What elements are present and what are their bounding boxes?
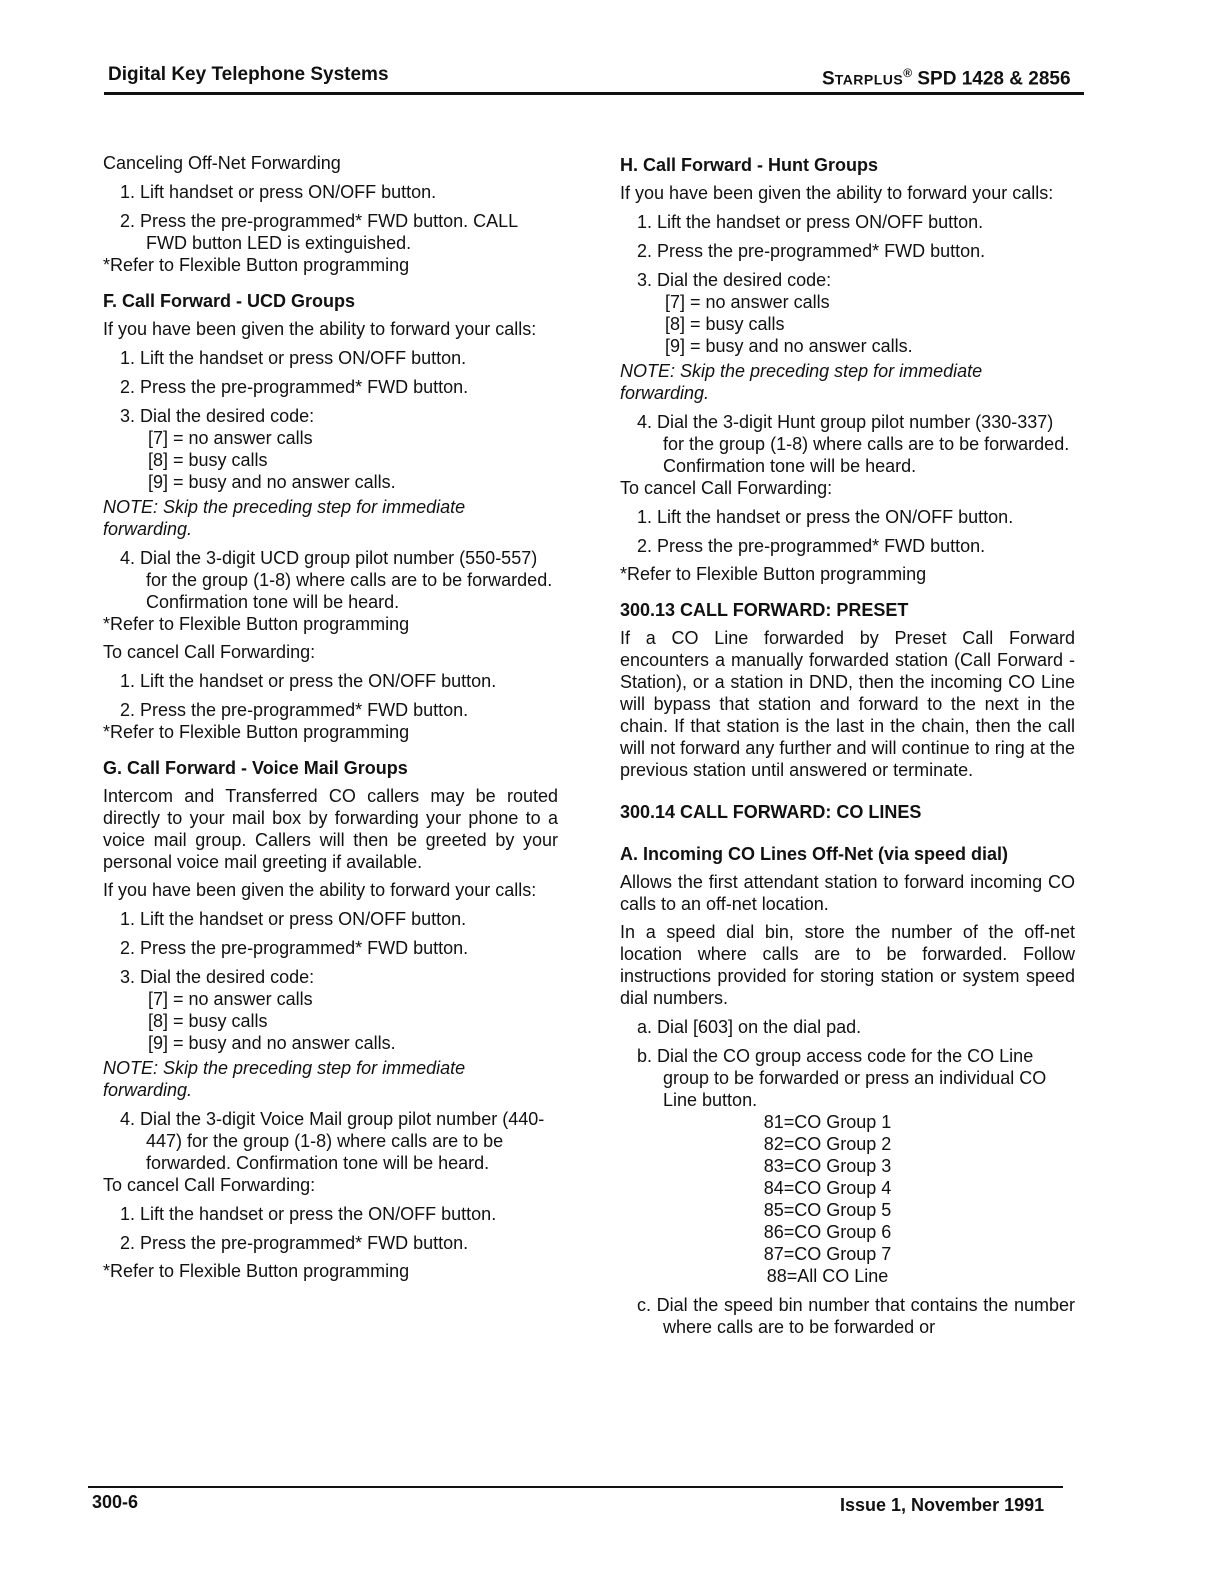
section-a-title: A. Incoming CO Lines Off-Net (via speed dial) <box>620 844 1009 864</box>
section-g-cancel-step-2: 2. Press the pre-programmed* FWD button. <box>120 1233 469 1253</box>
section-f-code-7: [7] = no answer calls <box>148 428 313 448</box>
section-f-step-2: 2. Press the pre-programmed* FWD button. <box>120 377 469 397</box>
section-h-cancel-ref: *Refer to Flexible Button programming <box>620 564 927 584</box>
section-h-code-9: [9] = busy and no answer calls. <box>665 336 913 356</box>
co-group-item: 82=CO Group 2 <box>763 1134 892 1154</box>
section-g-code-8: [8] = busy calls <box>148 1011 268 1031</box>
section-h-title: H. Call Forward - Hunt Groups <box>620 155 879 175</box>
co-group-item: 84=CO Group 4 <box>763 1178 892 1198</box>
header-rule <box>104 92 1084 95</box>
section-g-code-9: [9] = busy and no answer calls. <box>148 1033 396 1053</box>
co-group-list <box>620 1111 1075 1287</box>
section-a-step-a: a. Dial [603] on the dial pad. <box>637 1017 862 1037</box>
registered-mark: ® <box>903 66 913 80</box>
section-f-code-9: [9] = busy and no answer calls. <box>148 472 396 492</box>
section-f-title: F. Call Forward - UCD Groups <box>103 291 356 311</box>
cancel-offnet-ref: *Refer to Flexible Button programming <box>103 255 410 275</box>
section-h-step-1: 1. Lift the handset or press ON/OFF button. <box>637 212 984 232</box>
section-h-cancel-step-1: 1. Lift the handset or press the ON/OFF button. <box>637 507 1014 527</box>
header-product <box>822 66 1071 90</box>
right-column <box>620 146 1075 1338</box>
header-title: Digital Key Telephone Systems <box>108 64 389 85</box>
section-h-intro: If you have been given the ability to forward your calls: <box>620 183 1054 203</box>
section-g-cancel-step-1: 1. Lift the handset or press the ON/OFF button. <box>120 1204 497 1224</box>
section-g-code-7: [7] = no answer calls <box>148 989 313 1009</box>
co-group-item: 85=CO Group 5 <box>763 1200 892 1220</box>
section-g-intro-2: If you have been given the ability to forward your calls: <box>103 880 537 900</box>
co-group-item: 86=CO Group 6 <box>763 1222 892 1242</box>
footer-rule <box>88 1486 1063 1488</box>
co-group-item: 83=CO Group 3 <box>763 1156 892 1176</box>
section-f-step-1: 1. Lift the handset or press ON/OFF button. <box>120 348 467 368</box>
issue-date: Issue 1, November 1991 <box>840 1495 1045 1515</box>
section-f-cancel: To cancel Call Forwarding: <box>103 642 316 662</box>
cancel-offnet-title: Canceling Off-Net Forwarding <box>103 153 341 173</box>
section-h-step-4: 4. Dial the 3-digit Hunt group pilot number (330-337) for the group (1-8) where calls are to be forwarded. Confirmation tone will be heard. <box>637 412 1070 476</box>
section-h-code-8: [8] = busy calls <box>665 314 785 334</box>
section-a-step-b: b. Dial the CO group access code for the CO Line group to be forwarded or press an individual CO Line button. <box>637 1046 1047 1110</box>
section-g-title: G. Call Forward - Voice Mail Groups <box>103 758 408 778</box>
section-f-cancel-ref: *Refer to Flexible Button programming <box>103 722 410 742</box>
section-f-cancel-step-1: 1. Lift the handset or press the ON/OFF button. <box>120 671 497 691</box>
section-f-cancel-step-2: 2. Press the pre-programmed* FWD button. <box>120 700 469 720</box>
section-30013-title: 300.13 CALL FORWARD: PRESET <box>620 600 909 620</box>
model-name: SPD 1428 & 2856 <box>912 68 1071 90</box>
section-h-step-2: 2. Press the pre-programmed* FWD button. <box>637 241 986 261</box>
section-30014-title: 300.14 CALL FORWARD: CO LINES <box>620 802 922 822</box>
cancel-offnet-step-2: 2. Press the pre-programmed* FWD button. CALL FWD button LED is extinguished. <box>120 211 518 253</box>
co-group-item: 81=CO Group 1 <box>763 1112 892 1132</box>
section-g-step-4: 4. Dial the 3-digit Voice Mail group pilot number (440-447) for the group (1-8) where calls are to be forwarded. Confirmation tone will be heard. <box>120 1109 545 1173</box>
section-f-step-3: 3. Dial the desired code: <box>120 406 315 426</box>
section-f-note: NOTE: Skip the preceding step for immediate forwarding. <box>103 497 466 539</box>
co-group-item: 88=All CO Line <box>766 1266 889 1286</box>
section-h-note: NOTE: Skip the preceding step for immediate forwarding. <box>620 361 983 403</box>
section-h-code-7: [7] = no answer calls <box>665 292 830 312</box>
section-g-step-3: 3. Dial the desired code: <box>120 967 315 987</box>
section-a-body-1: Allows the first attendant station to forward incoming CO calls to an off-net location. <box>620 872 1075 914</box>
section-f-code-8: [8] = busy calls <box>148 450 268 470</box>
section-g-step-1: 1. Lift the handset or press ON/OFF button. <box>120 909 467 929</box>
cancel-offnet-step-1: 1. Lift handset or press ON/OFF button. <box>120 182 437 202</box>
section-g-cancel-ref: *Refer to Flexible Button programming <box>103 1261 410 1281</box>
section-h-step-3: 3. Dial the desired code: <box>637 270 832 290</box>
section-h-cancel-step-2: 2. Press the pre-programmed* FWD button. <box>637 536 986 556</box>
section-f-intro: If you have been given the ability to forward your calls: <box>103 319 537 339</box>
section-g-intro-1: Intercom and Transferred CO callers may be routed directly to your mail box by forwarding your phone to a voice mail group. Callers will then be greeted by your personal voice mail greeting if available. <box>103 786 558 872</box>
section-g-step-2: 2. Press the pre-programmed* FWD button. <box>120 938 469 958</box>
section-a-body-2: In a speed dial bin, store the number of the off-net location where calls are to be forwarded. Follow instructions provided for storing station or system speed dial numbers. <box>620 922 1075 1008</box>
page-number: 300-6 <box>92 1492 139 1512</box>
left-column <box>103 152 558 1282</box>
co-group-item: 87=CO Group 7 <box>763 1244 892 1264</box>
section-a-step-c: c. Dial the speed bin number that contains the number where calls are to be forwarded or <box>637 1295 1075 1337</box>
brand-initial: S <box>822 68 835 90</box>
section-f-ref: *Refer to Flexible Button programming <box>103 614 410 634</box>
brand-rest: TARPLUS <box>834 71 904 88</box>
section-h-cancel: To cancel Call Forwarding: <box>620 478 833 498</box>
section-g-cancel: To cancel Call Forwarding: <box>103 1175 316 1195</box>
section-30013-body: If a CO Line forwarded by Preset Call Forward encounters a manually forwarded station (Call Forward - Station), or a station in DND, then the incoming CO Line will bypass that station and forward to the next in the chain. If that station is the last in the chain, then the call will not forward any further and will continue to ring at the previous station until answered or terminate. <box>620 628 1075 780</box>
section-f-step-4: 4. Dial the 3-digit UCD group pilot number (550-557) for the group (1-8) where calls are to be forwarded. Confirmation tone will be heard. <box>120 548 553 612</box>
section-g-note: NOTE: Skip the preceding step for immediate forwarding. <box>103 1058 466 1100</box>
